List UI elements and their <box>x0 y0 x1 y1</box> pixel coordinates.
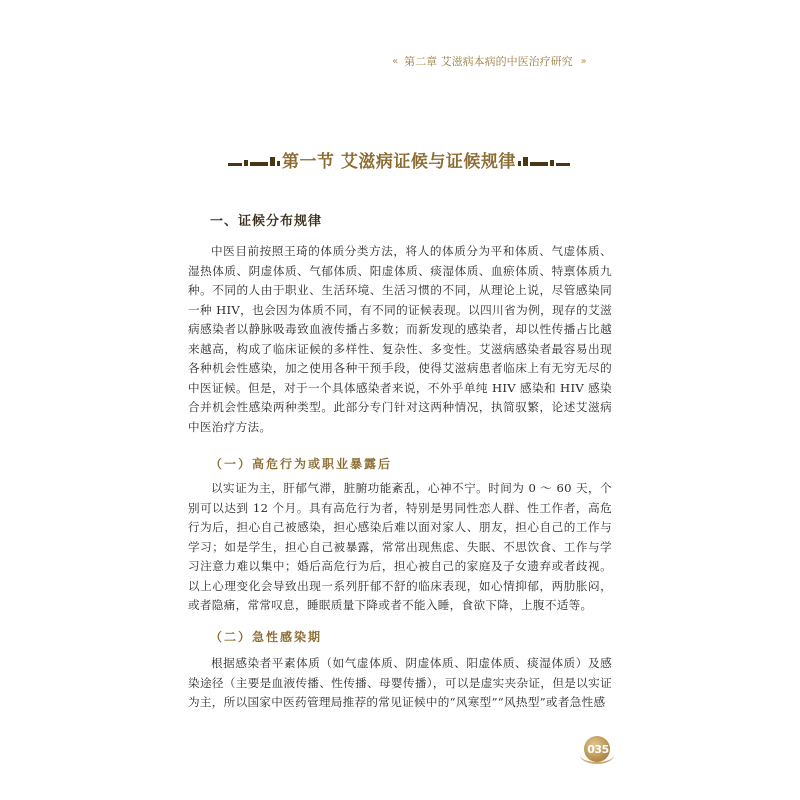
heading-distribution-pattern: 一、证候分布规律 <box>210 214 323 229</box>
section-title <box>228 145 568 173</box>
subheading-high-risk: （一）高危行为或职业暴露后 <box>210 457 393 471</box>
subheading-acute-infection: （二）急性感染期 <box>210 630 323 644</box>
left-chevron-icon: « <box>392 55 397 67</box>
running-header <box>392 52 622 70</box>
right-title-ornament <box>516 152 570 166</box>
right-chevron-icon: » <box>580 55 585 67</box>
page-number: 035 <box>587 743 609 756</box>
page-number-badge <box>580 734 616 764</box>
chapter-title: 第二章 艾滋病本病的中医治疗研究 <box>404 55 573 68</box>
paragraph-acute-infection: 根据感染者平素体质（如气虚体质、阴虚体质、阳虚体质、痰湿体质）及感染途径（主要是血液传播、性传播、母婴传播），可以是虚实夹杂证，但是以实证为主，所以国家中医药管理局推荐的常见证候中的“风寒型”“风热型”或者急性感 <box>188 656 612 709</box>
section-title-text: 第一节 艾滋病证候与证候规律 <box>282 151 516 172</box>
paragraph-intro: 中医目前按照王琦的体质分类方法，将人的体质分为平和体质、气虚体质、湿热体质、阴虚体质、气郁体质、阳虚体质、痰湿体质、血瘀体质、特禀体质九种。不同的人由于职业、生活环境、生活习惯的不同，从理论上说，尽管感染同一种 HIV，也会因为体质不同，有不同的证候表现。以四川省为例，现存的艾滋病感染者以静脉吸毒致血液传播占多数；而新发现的感染者，却以性传播占比越来越高，构成了临床证候的多样性、复杂性、多变性。艾滋病感染者最容易出现各种机会性感染，加之使用各种干预手段，使得艾滋病患者临床上有无穷无尽的中医证候。但是，对于一个具体感染者来说，不外乎单纯 HIV 感染和 HIV 感染合并机会性感染两种类型。此部分专门针对这两种情况，执简驭繁，论述艾滋病中医治疗方法。 <box>188 244 612 434</box>
paragraph-high-risk: 以实证为主，肝郁气滞，脏腑功能紊乱，心神不宁。时间为 0 ～ 60 天，个别可以达到 12 个月。具有高危行为者，特别是男同性恋人群、性工作者，高危行为后，担心自己被感染，担心感染后难以面对家人、朋友，担心自己的工作与学习；如是学生，担心自己被暴露，常常出现焦虑、失眠、不思饮食、工作与学习注意力难以集中；婚后高危行为后，担心被自己的家庭及子女遗弃或者歧视。以上心理变化会导致出现一系列肝郁不舒的临床表现，如心情抑郁，两肋胀闷，或者隐痛，常常叹息，睡眠质量下降或者不能入睡，食欲下降，上腹不适等。 <box>188 481 612 612</box>
left-title-ornament <box>228 152 282 166</box>
